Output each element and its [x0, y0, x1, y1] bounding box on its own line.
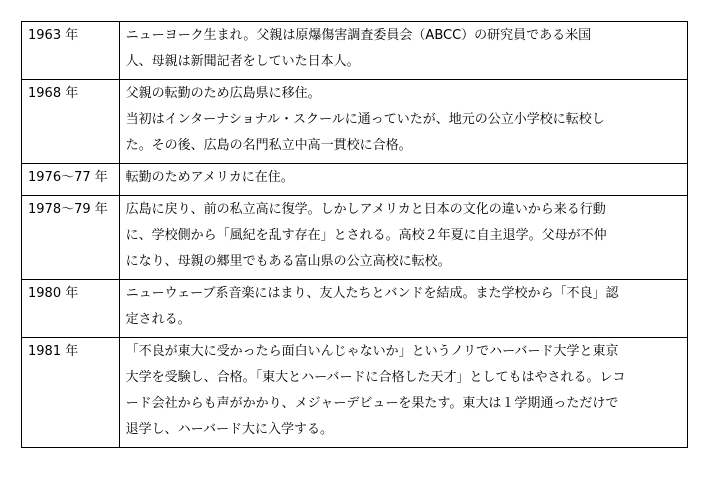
table-row — [22, 338, 688, 448]
event-line: 父親の転勤のため広島県に移住。 — [125, 86, 321, 101]
year-cell: 1981 年 — [22, 338, 120, 448]
event-line: ニューウェーブ系音楽にはまり、友人たちとバンドを結成。また学校から「不良」認 — [125, 286, 619, 301]
event-cell — [119, 196, 687, 280]
year-cell: 1978〜79 年 — [22, 196, 120, 280]
event-line: に、学校側から「風紀を乱す存在」とされる。高校２年夏に自主退学。父母が不仲 — [125, 228, 607, 243]
table-row — [22, 80, 688, 164]
event-line: 広島に戻り、前の私立高に復学。しかしアメリカと日本の文化の違いから来る行動 — [125, 202, 606, 217]
event-cell — [119, 22, 687, 80]
event-line: 大学を受験し、合格。「東大とハーバードに合格した天才」としてもはやされる。レコ — [125, 370, 626, 385]
year-cell: 1968 年 — [22, 80, 120, 164]
event-cell — [119, 338, 687, 448]
event-cell — [119, 280, 687, 338]
event-line: ード会社からも声がかかり、メジャーデビューを果たす。東大は１学期通っただけで — [125, 396, 619, 411]
event-line: 退学し、ハーバード大に入学する。 — [125, 422, 334, 437]
year-cell: 1976〜77 年 — [22, 164, 120, 196]
event-line: 「不良が東大に受かったら面白いんじゃないか」というノリでハーバード大学と東京 — [125, 344, 619, 359]
table-row — [22, 280, 688, 338]
event-cell — [119, 80, 687, 164]
event-cell — [119, 164, 687, 196]
event-line: 当初はインターナショナル・スクールに通っていたが、地元の公立小学校に転校し — [125, 112, 605, 127]
event-line: 転勤のためアメリカに在住。 — [125, 170, 294, 185]
event-line: になり、母親の郷里でもある富山県の公立高校に転校。 — [125, 254, 451, 269]
timeline-body — [22, 22, 688, 448]
table-row — [22, 164, 688, 196]
timeline-table — [21, 21, 688, 448]
event-line: ニューヨーク生まれ。父親は原爆傷害調査委員会（ABCC）の研究員である米国 — [125, 28, 592, 43]
event-line: 定される。 — [125, 312, 191, 327]
year-cell: 1980 年 — [22, 280, 120, 338]
table-row — [22, 22, 688, 80]
year-cell: 1963 年 — [22, 22, 120, 80]
event-line: た。その後、広島の名門私立中高一貫校に合格。 — [125, 138, 412, 153]
event-line: 人、母親は新聞記者をしていた日本人。 — [125, 54, 360, 69]
table-row — [22, 196, 688, 280]
